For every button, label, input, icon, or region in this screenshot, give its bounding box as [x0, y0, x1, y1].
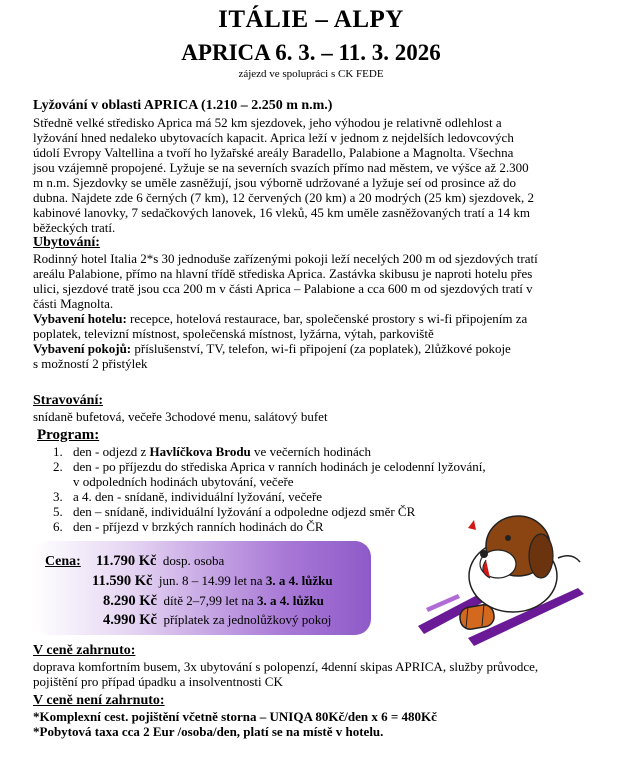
trip-title: ITÁLIE – ALPY [218, 6, 404, 33]
included-line: doprava komfortním busem, 3x ubytování s polopenzí, 4denní skipas APRICA, služby průvodce, [33, 659, 539, 674]
not-included-heading: V ceně není zahrnuto: [33, 693, 165, 708]
hotel-amenities [33, 311, 538, 326]
included-text [33, 659, 538, 689]
skiing-line: kabinové lanovky, 7 sedačkových lanovek, 16 vleků, 45 km uměle zasněžovaných tratí a 14 km [33, 205, 530, 220]
price-desc: jun. 8 – 14.99 let na [158, 573, 266, 588]
skiing-line: údolí Evropy Valtellina a tvoří ho lyžařské areály Baradello, Palabione a Magnolta. Všechna [33, 145, 514, 160]
hotel-amenities-text: recepce, hotelová restaurace, bar, společenské prostory s wi-fi připojením za [126, 311, 528, 326]
program-item: 6. den - příjezd v brzkých ranních hodinách do ČR [53, 519, 324, 534]
price-amount: 11.790 Kč [96, 553, 157, 569]
price-desc: dítě 2–7,99 let na [163, 593, 257, 608]
skiing-line: dubna. Najdete zde 6 černých (7 km), 12 červených (20 km) a 20 modrých (25 km) sjezdovek, 2 [33, 190, 535, 205]
skiing-heading: Lyžování v oblasti APRICA (1.210 – 2.250 m n.m.) [33, 98, 333, 113]
meals-text: snídaně bufetová, večeře 3chodové menu, salátový bufet [33, 409, 328, 424]
skiing-line: jsou vzájemně propojené. Lyžuje se na severních svazích přímo nad městem, ve výšce až 2.300 [33, 160, 529, 175]
room-amenities-label: Vybavení pokojů: [33, 341, 132, 356]
skiing-text [33, 115, 534, 235]
hotel-amenities-label: Vybavení hotelu: [33, 311, 127, 326]
price-amount: 11.590 Kč [92, 573, 153, 589]
trip-dates: APRICA 6. 3. – 11. 3. 2026 [181, 40, 441, 65]
room-amenities [33, 341, 538, 356]
skiing-line: běžeckých tratí. [33, 220, 116, 235]
accommodation-heading: Ubytování: [33, 235, 100, 250]
price-label: Cena: [45, 554, 81, 569]
price-amount: 4.990 Kč [103, 612, 157, 628]
program-item: v odpoledních hodinách ubytování, večeře [73, 474, 294, 489]
program-item: 5. den – snídaně, individuální lyžování a odpoledne odjezd směr ČR [53, 504, 416, 519]
price-row [103, 612, 331, 629]
price-row: 8.290 Kč dítě 2–7,99 let na 3. a 4. lůžku [103, 593, 324, 609]
price-amount: 8.290 Kč [103, 593, 157, 609]
program-item: 2. den - po příjezdu do střediska Aprica v ranních hodinách je celodenní lyžování, [53, 459, 486, 474]
accommodation-line: ulici, sjezdové tratě jsou cca 200 m v části Aprica – Palabione a cca 600 m od sjezdových tratí v [33, 281, 533, 296]
skiing-line: Středně velké středisko Aprica má 52 km sjezdovek, jeho výhodou je relativně odlehlost a [33, 115, 502, 130]
cooperation-note: zájezd ve spolupráci s CK FEDE [238, 68, 384, 80]
not-included-line: *Pobytová taxa cca 2 Eur /osoba/den, platí se na místě v hotelu. [33, 724, 384, 739]
included-line: pojištění pro případ úpadku a insolventnosti CK [33, 674, 283, 689]
accommodation-line: Rodinný hotel Italia 2*s 30 jednoduše zařízenými pokoji leží necelých 200 m od sjezdových tratí [33, 251, 538, 266]
included-heading: V ceně zahrnuto: [33, 643, 136, 658]
room-amenities-cont: s možností 2 přistýlek [33, 356, 148, 371]
accommodation-line: areálu Palabione, přímo na hlavní třídě střediska Aprica. Zastávka skibusu je naproti hotelu přes [33, 266, 533, 281]
hotel-amenities-cont: poplatek, televizní místnost, společenská místnost, lyžárna, výtah, parkoviště [33, 326, 434, 341]
dog-icon [458, 516, 580, 631]
price-desc: příplatek za jednolůžkový pokoj [163, 612, 332, 627]
program-heading: Program: [37, 427, 100, 443]
meals-heading: Stravování: [33, 393, 103, 408]
program-item: 1. den - odjezd z Havlíčkova Brodu ve večerních hodinách [53, 444, 371, 459]
room-amenities-text: příslušenství, TV, telefon, wi-fi připojení (za poplatek), 2lůžkové pokoje [131, 341, 511, 356]
skiing-line: lyžování hned nedaleko ubytovacích kapacit. Aprica leží v jednom z nejdelších ledovcových [33, 130, 514, 145]
price-desc: dosp. osoba [162, 553, 225, 568]
skiing-line: m n.m. Sjezdovky se uměle zasněžují, jsou výborně udržované a lyžuje seí od prosince až do [33, 175, 517, 190]
skiing-dog-illustration [398, 498, 590, 648]
accommodation-line: části Magnolta. [33, 296, 114, 311]
price-row: 11.590 Kč jun. 8 – 14.99 let na 3. a 4. lůžku [92, 573, 333, 589]
not-included-text [33, 709, 437, 739]
price-row [96, 553, 224, 570]
accommodation-text [33, 251, 538, 371]
not-included-line: *Komplexní cest. pojištění včetně storna – UNIQA 80Kč/den x 6 = 480Kč [33, 709, 437, 724]
program-item: 3. a 4. den - snídaně, individuální lyžování, večeře [53, 489, 323, 504]
